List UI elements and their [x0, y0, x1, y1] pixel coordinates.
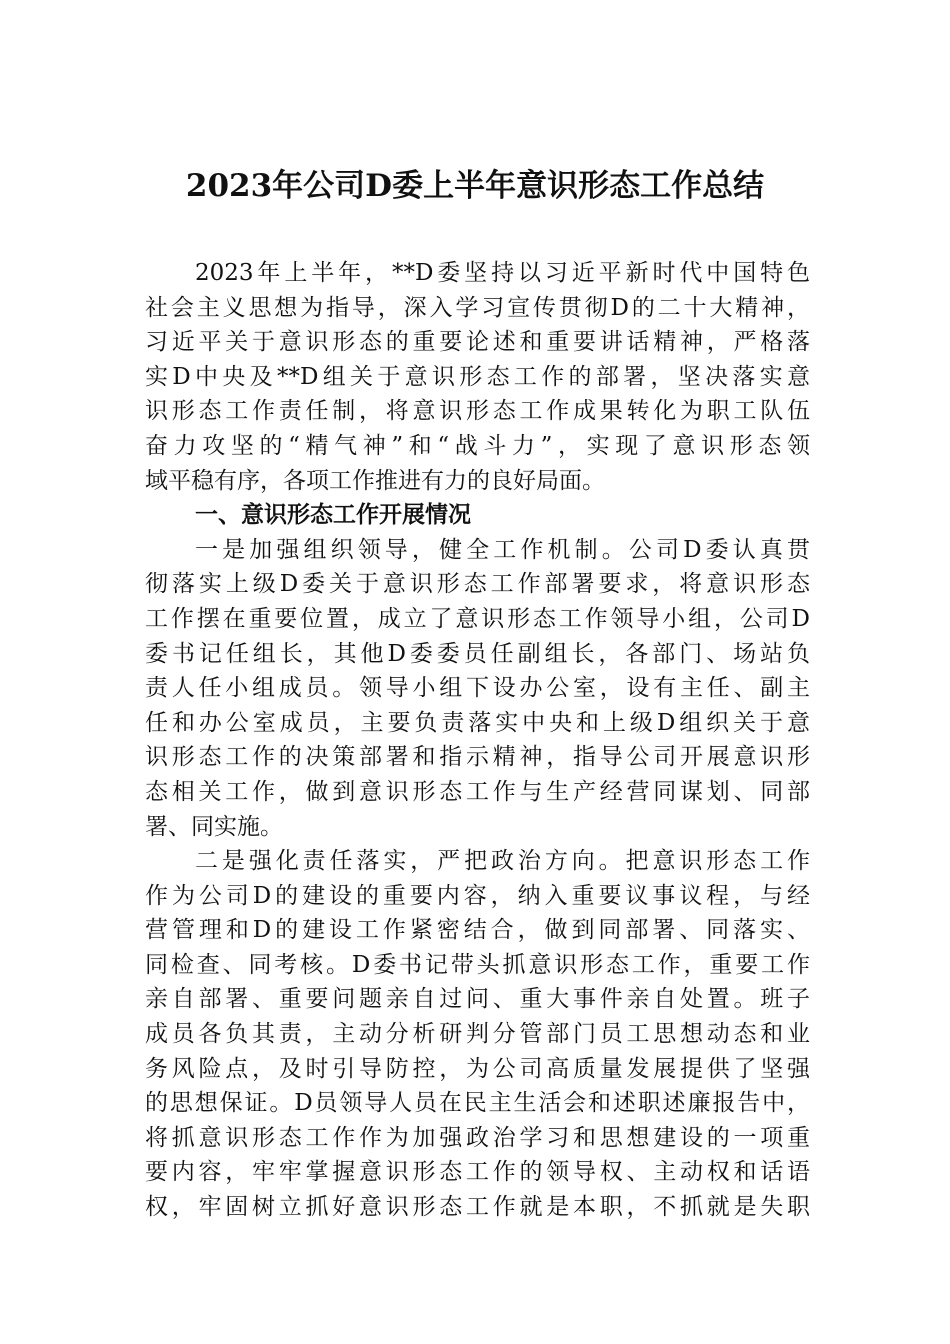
- heading-text: 一、意识形态工作开展情况: [195, 502, 471, 529]
- paragraph-line: 作为公司D的建设的重要内容，纳入重要议事议程，与经: [145, 882, 810, 909]
- section-heading: [145, 498, 810, 533]
- paragraph-line: 成员各负其责，主动分析研判分管部门员工思想动态和业: [145, 1021, 810, 1048]
- paragraph-line: 奋力攻坚的“精气神”和“战斗力”，实现了意识形态领: [145, 432, 810, 459]
- document-title: 2023年公司D委上半年意识形态工作总结: [185, 168, 765, 204]
- paragraph: [145, 533, 810, 844]
- paragraph-line: 识形态工作责任制，将意识形态工作成果转化为职工队伍: [145, 398, 810, 425]
- paragraph-line: 识形态工作的决策部署和指示精神，指导公司开展意识形: [145, 744, 810, 771]
- paragraph-line: 权，牢固树立抓好意识形态工作就是本职，不抓就是失职: [145, 1194, 810, 1221]
- paragraph-line: 态相关工作，做到意识形态工作与生产经营同谋划、同部: [145, 778, 810, 805]
- paragraph-line: 务风险点，及时引导防控，为公司高质量发展提供了坚强: [145, 1055, 810, 1082]
- paragraph-line: 同检查、同考核。D委书记带头抓意识形态工作，重要工作: [145, 951, 810, 978]
- paragraph-line: 署、同实施。: [145, 813, 283, 840]
- paragraph-line: 委书记任组长，其他D委委员任副组长，各部门、场站负: [145, 640, 810, 667]
- paragraph-line: 一是加强组织领导，健全工作机制。公司D委认真贯: [195, 536, 810, 563]
- paragraph-line: 责人任小组成员。领导小组下设办公室，设有主任、副主: [145, 675, 810, 702]
- paragraph-line: 营管理和D的建设工作紧密结合，做到同部署、同落实、: [145, 917, 810, 944]
- paragraph-line: 工作摆在重要位置，成立了意识形态工作领导小组，公司D: [145, 605, 810, 632]
- paragraph-line: 将抓意识形态工作作为加强政治学习和思想建设的一项重: [145, 1124, 810, 1151]
- paragraph-line: 社会主义思想为指导，深入学习宣传贯彻D的二十大精神，: [145, 294, 810, 321]
- paragraph-line: 实D中央及**D组关于意识形态工作的部署，坚决落实意: [145, 363, 810, 390]
- paragraph-line: 二是强化责任落实，严把政治方向。把意识形态工作: [195, 848, 810, 875]
- paragraph: [145, 256, 810, 498]
- document-body: [145, 256, 810, 1225]
- paragraph-line: 的思想保证。D员领导人员在民主生活会和述职述廉报告中，: [145, 1090, 810, 1117]
- paragraph: [145, 844, 810, 1225]
- paragraph-line: 任和办公室成员，主要负责落实中央和上级D组织关于意: [145, 709, 810, 736]
- paragraph-line: 要内容，牢牢掌握意识形态工作的领导权、主动权和话语: [145, 1159, 810, 1186]
- paragraph-line: 域平稳有序，各项工作推进有力的良好局面。: [145, 467, 605, 494]
- paragraph-line: 2023年上半年，**D委坚持以习近平新时代中国特色: [195, 260, 810, 286]
- paragraph-line: 彻落实上级D委关于意识形态工作部署要求，将意识形态: [145, 571, 810, 598]
- paragraph-line: 亲自部署、重要问题亲自过问、重大事件亲自处置。班子: [145, 986, 810, 1013]
- paragraph-line: 习近平关于意识形态的重要论述和重要讲话精神，严格落: [145, 329, 810, 356]
